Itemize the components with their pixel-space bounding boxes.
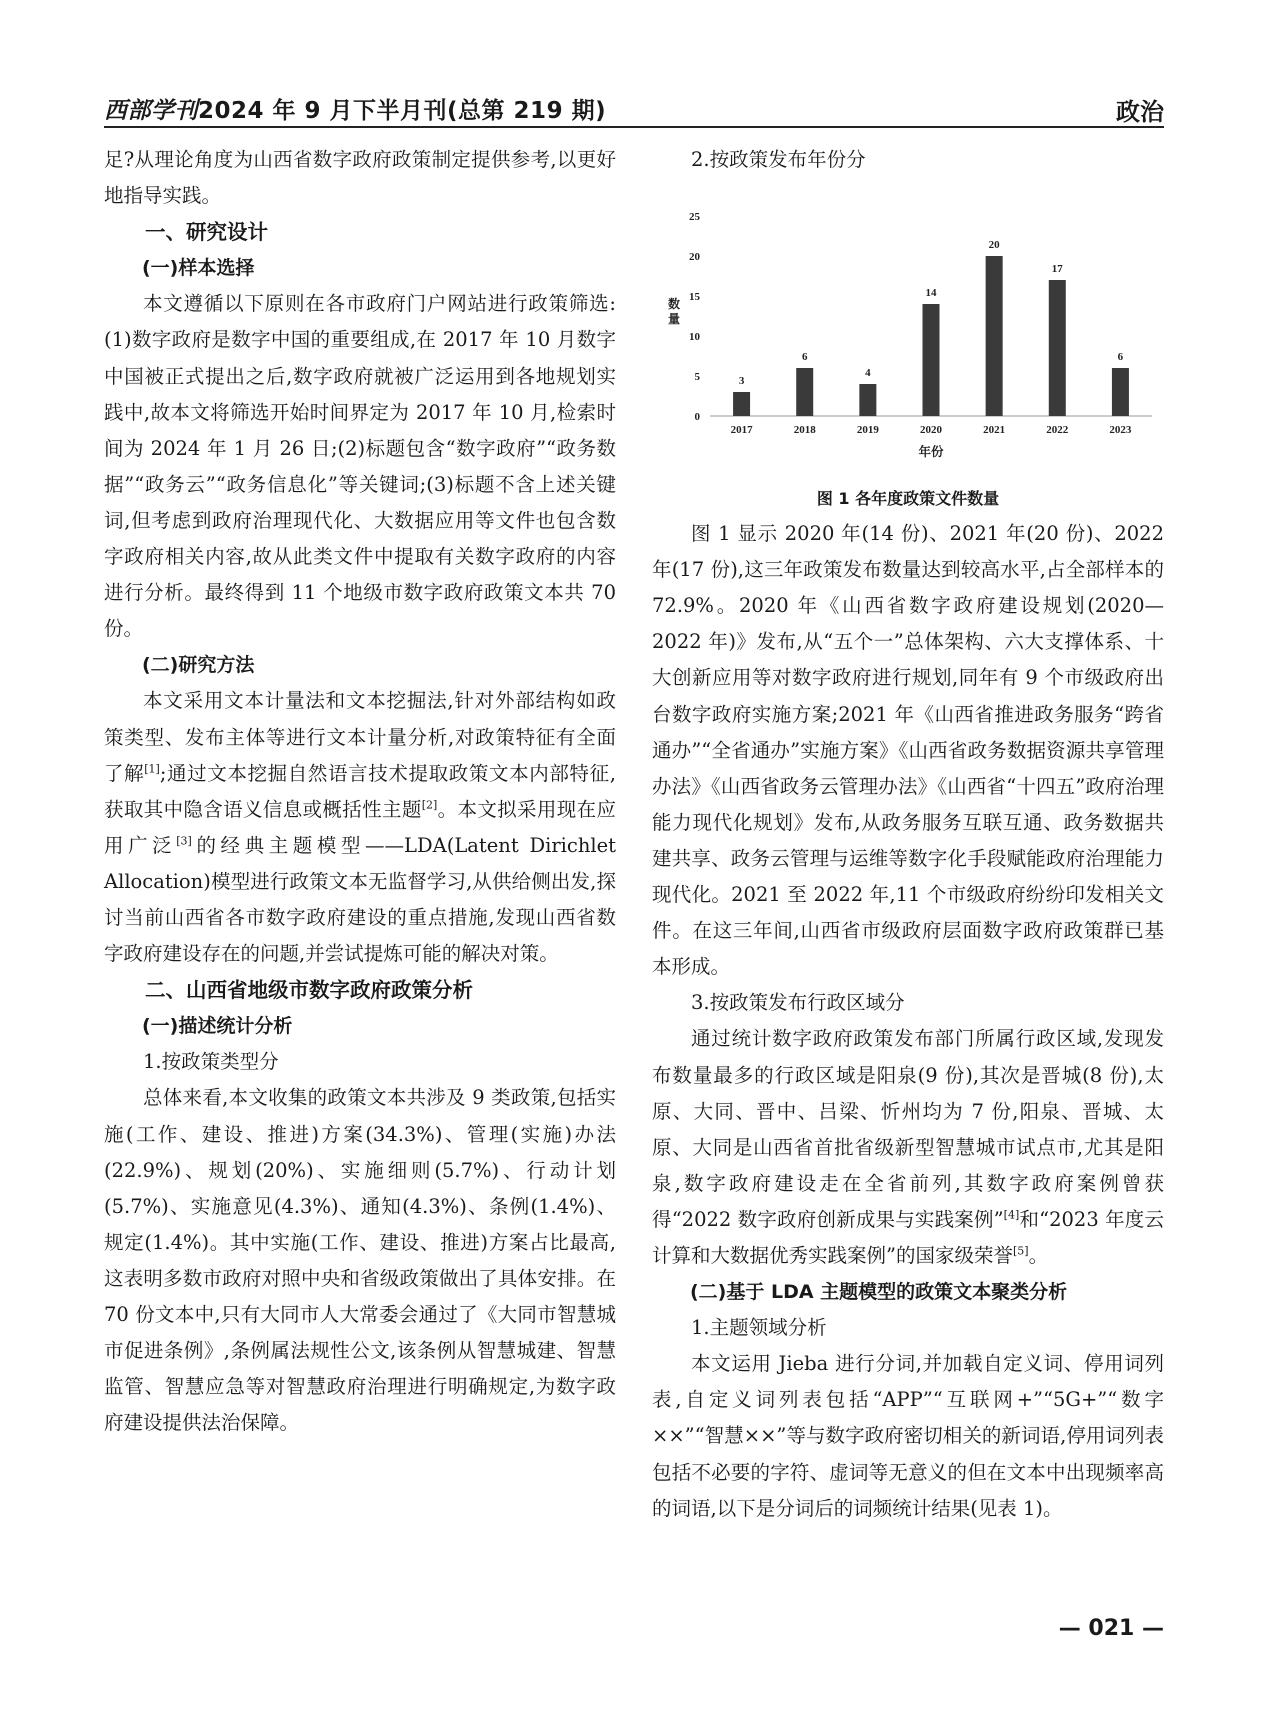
figure-caption: 图 1 各年度政策文件数量	[816, 489, 1000, 509]
left-column	[104, 142, 616, 1441]
bar-chart	[652, 180, 1164, 480]
y-tick-label: 20	[689, 251, 700, 264]
section-name: 政治	[1116, 98, 1164, 126]
citation-4: [4]	[1003, 1208, 1020, 1222]
x-tick-label: 2021	[983, 424, 1006, 437]
paragraph-region	[652, 1021, 1164, 1274]
heading-by-type: 1.按政策类型分	[143, 1050, 279, 1074]
text-method-c: 。本文拟采用现在应用广泛	[104, 797, 616, 857]
bar	[733, 392, 750, 416]
bar	[859, 384, 876, 416]
header-rule	[104, 126, 1164, 128]
y-tick-label: 15	[689, 291, 700, 304]
heading-by-year: 2.按政策发布年份分	[691, 148, 866, 171]
paragraph-figure: 图 1 显示 2020 年(14 份)、2021 年(20 份)、2022 年(17 份),这三年政策发布数量达到较高水平,占全部样本的 72.9%。2020 年《山西省数字政府建设规划(2020—2022 年)》发布,从“五个一”总体架构、六大支撑体系、十大创新应用等对数字政府进行规划,同年有 9 个市级政府出台数字政府实施方案;2021 年《山西省推进政务服务“跨省通办”“全省通办”实施方案》《山西省政务数据资源共享管理办法》《山西省政务云管理办法》《山西省“十四五”政府治理能力现代化规划》发布,从政务服务互联互通、政务数据共建共享、政务云管理与运维等数字化手段赋能政府治理能力现代化。2021 至 2022 年,11 个市级政府纷纷印发相关文件。在这三年间,山西省市级政府层面数字政府政策群已基本形成。	[652, 522, 1164, 979]
page-number: — 021 —	[1058, 1616, 1164, 1641]
text-region-b: 和“2023 年度云计算和大数据优秀实践案例”的国家级荣誉	[652, 1207, 1165, 1267]
x-tick-label: 2022	[1046, 424, 1069, 437]
heading-research-method: (二)研究方法	[142, 654, 255, 677]
bar	[1049, 280, 1066, 416]
data-label: 6	[801, 351, 808, 364]
heading-lda-clustering: (二)基于 LDA 主题模型的政策文本聚类分析	[690, 1281, 1068, 1304]
text-method-b: ;通过文本挖掘自然语言技术提取政策文本内部特征,获取其中隐含语义信息或概括性主题	[104, 761, 616, 821]
citation-1: [1]	[144, 762, 160, 776]
paragraph-intro-end: 足?从理论角度为山西省数字政府政策制定提供参考,以更好地指导实践。	[104, 148, 616, 208]
x-tick-label: 2019	[856, 424, 879, 437]
y-tick-label: 0	[694, 411, 700, 424]
bar	[986, 256, 1003, 416]
citation-2: [2]	[421, 798, 438, 812]
bar	[1112, 368, 1129, 416]
heading-research-design: 一、研究设计	[145, 220, 268, 245]
heading-policy-analysis: 二、山西省地级市数字政府政策分析	[145, 978, 473, 1003]
y-tick-label: 5	[694, 371, 700, 384]
text-method-a: 本文采用文本计量法和文本挖掘法,针对外部结构如政策类型、发布主体等进行文本计量分析,对政策特征有全面了解	[104, 689, 616, 785]
page-header	[104, 84, 1164, 128]
citation-5: [5]	[1012, 1244, 1029, 1258]
journal-title	[104, 92, 606, 125]
data-label: 3	[738, 375, 745, 388]
data-label: 4	[865, 367, 871, 380]
heading-by-region: 3.按政策发布行政区域分	[691, 991, 905, 1015]
data-label: 6	[1117, 351, 1124, 364]
paragraph-sample: 本文遵循以下原则在各市政府门户网站进行政策筛选:(1)数字政府是数字中国的重要组成,在 2017 年 10 月数字中国被正式提出之后,数字政府就被广泛运用到各地规划实践中,故本文将筛选开始时间界定为 2017 年 10 月,检索时间为 2024 年 1 月 26 日;(2)标题包含“数字政府”“政务数据”“政务云”“政务信息化”等关键词;(3)标题不含上述关键词,但考虑到政府治理现代化、大数据应用等文件也包含数字政府相关内容,故从此类文件中提取有关数字政府的内容进行分析。最终得到 11 个地级市数字政府政策文本共 70 份。	[104, 292, 616, 641]
heading-descriptive-stats: (一)描述统计分析	[142, 1015, 293, 1038]
bar	[796, 368, 813, 416]
y-axis-label: 数量	[667, 297, 681, 327]
text-region-c: 。	[1028, 1243, 1049, 1267]
right-column	[652, 142, 1164, 1527]
paragraph-method	[104, 683, 616, 972]
text-method-d: 的经典主题模型——LDA(Latent Dirichlet Allocation)模型进行政策文本无监督学习,从供给侧出发,探讨当前山西省各市数字政府建设的重点措施,发现山西省数字政府建设存在的问题,并尝试提炼可能的解决对策。	[104, 833, 616, 966]
data-label: 14	[925, 287, 937, 300]
x-tick-label: 2020	[920, 424, 942, 437]
citation-3: [3]	[176, 834, 192, 848]
chart-svg	[652, 180, 1164, 480]
text-region-a: 通过统计数字政府政策发布部门所属行政区域,发现发布数量最多的行政区域是阳泉(9 份),其次是晋城(8 份),太原、大同、晋中、吕梁、忻州均为 7 份,阳泉、晋城、太原、大同是山西省首批省级新型智慧城市试点市,尤其是阳泉,数字政府建设走在全省前列,其数字政府案例曾获得“2022 数字政府创新成果与实践案例”	[652, 1027, 1164, 1231]
paragraph-topic: 本文运用 Jieba 进行分词,并加载自定义词、停用词列表,自定义词列表包括“APP”“互联网+”“5G+”“数字××”“智慧××”等与数字政府密切相关的新词语,停用词列表包括不必要的字符、虚词等无意义的但在文本中出现频率高的词语,以下是分词后的词频统计结果(见表 1)。	[652, 1352, 1164, 1520]
x-tick-label: 2017	[730, 424, 753, 437]
paragraph-type: 总体来看,本文收集的政策文本共涉及 9 类政策,包括实施(工作、建设、推进)方案(34.3%)、管理(实施)办法(22.9%)、规划(20%)、实施细则(5.7%)、行动计划(5.7%)、实施意见(4.3%)、通知(4.3%)、条例(1.4%)、规定(1.4%)。其中实施(工作、建设、推进)方案占比最高,这表明多数市政府对照中央和省级政策做出了具体安排。在 70 份文本中,只有大同市人大常委会通过了《大同市智慧城市促进条例》,条例属法规性公文,该条例从智慧城建、智慧监管、智慧应急等对智慧政府治理进行明确规定,为数字政府建设提供法治保障。	[104, 1086, 616, 1435]
x-tick-label: 2018	[793, 424, 816, 437]
y-tick-label: 10	[689, 331, 700, 344]
x-axis-label: 年份	[918, 444, 944, 460]
issue-info: 2024 年 9 月下半月刊(总第 219 期)	[198, 98, 607, 124]
heading-topic-analysis: 1.主题领域分析	[691, 1316, 827, 1340]
heading-sample-selection: (一)样本选择	[142, 257, 255, 280]
y-tick-label: 25	[689, 211, 700, 224]
data-label: 20	[988, 239, 1000, 252]
data-label: 17	[1051, 263, 1063, 276]
x-tick-label: 2023	[1109, 424, 1132, 437]
bar	[923, 304, 940, 416]
journal-logo: 西部学刊	[104, 97, 198, 124]
